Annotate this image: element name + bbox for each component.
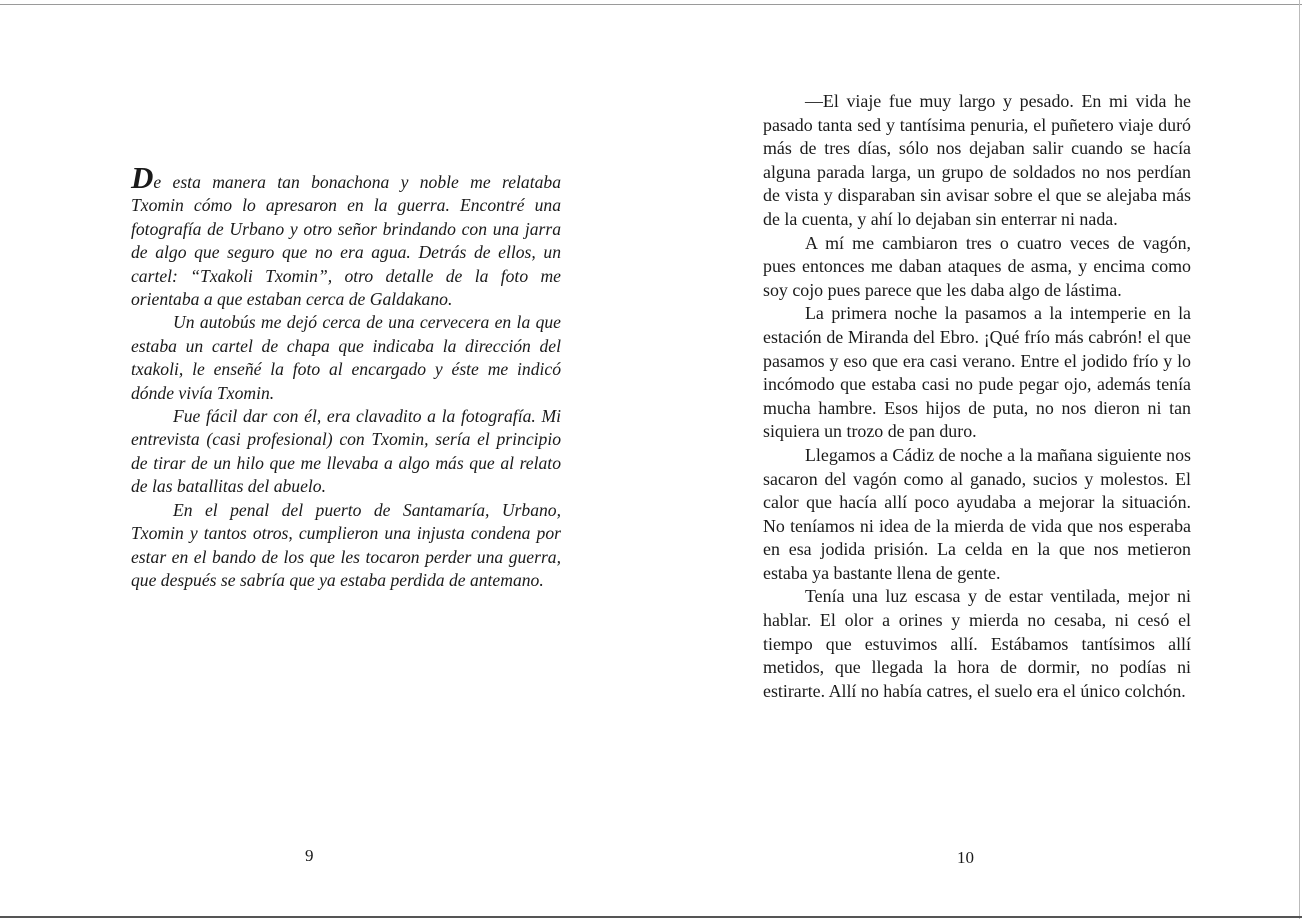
left-paragraph-1-text: e esta manera tan bonachona y noble me relataba Txomin cómo lo apresaron en la guerra. Encontré una fotografía de Urbano y otro señor brindando con una jarra de algo que seguro que no era agua. Detrás de ellos, un cartel: “Txakoli Txomin”, otro detalle de la foto me orientaba a que estaban cerca de Galdakano. <box>131 172 561 310</box>
left-paragraph-2: Un autobús me dejó cerca de una cervecera en la que estaba un cartel de chapa que indicaba la dirección del txakoli, le enseñé la foto al encargado y éste me indicó dónde vivía Txomin. <box>131 312 561 403</box>
right-paragraph-2: A mí me cambiaron tres o cuatro veces de vagón, pues entonces me daban ataques de asma, y encima como soy cojo pues parece que les daba algo de lástima. <box>763 232 1191 300</box>
right-page-text <box>763 90 1191 703</box>
left-paragraph-4: En el penal del puerto de Santamaría, Urbano, Txomin y tantos otros, cumplieron una injusta condena por estar en el bando de los que les tocaron perder una guerra, que después se sabría que ya estaba perdida de antemano. <box>131 499 561 590</box>
top-scan-edge <box>0 4 1302 5</box>
left-page-text <box>131 160 561 592</box>
right-paragraph-4: Llegamos a Cádiz de noche a la mañana siguiente nos sacaron del vagón como al ganado, sucios y molestos. El calor que hacía allí poco ayudaba a mejorar la situación. No teníamos ni idea de la mierda de vida que nos esperaba en esa jodida prisión. La celda en la que nos metieron estaba ya bastante llena de gente. <box>763 444 1192 583</box>
left-page-number: 9 <box>305 846 314 865</box>
right-paragraph-1: —El viaje fue muy largo y pesado. En mi vida he pasado tanta sed y tantísima penuria, el puñetero viaje duró más de tres días, sólo nos dejaban salir cuando se hacía alguna parada larga, un grupo de soldados no nos perdían de vista y disparaban sin avisar sobre el que se alejaba más de la cuenta, y ahí lo dejaban sin enterrar ni nada. <box>763 91 1191 229</box>
drop-cap: D <box>131 160 154 195</box>
right-paragraph-5: Tenía una luz escasa y de estar ventilada, mejor ni hablar. El olor a orines y mierda no cesaba, ni cesó el tiempo que estuvimos allí. Estábamos tantísimos allí metidos, que llegada la hora de dormir, no podías ni estirarte. Allí no había catres, el suelo era el único colchón. <box>763 586 1191 701</box>
bottom-scan-edge <box>0 916 1302 918</box>
left-paragraph-1 <box>131 160 561 311</box>
right-paragraph-3: La primera noche la pasamos a la intemperie en la estación de Miranda del Ebro. ¡Qué frío más cabrón! el que pasamos y eso que era casi verano. Entre el jodido frío y lo incómodo que estaba casi no pude pegar ojo, además tenía mucha hambre. Esos hijos de puta, no nos dieron ni tan siquiera un trozo de pan duro. <box>763 303 1191 442</box>
right-scan-edge <box>1299 0 1300 919</box>
left-paragraph-3: Fue fácil dar con él, era clavadito a la fotografía. Mi entrevista (casi profesional) con Txomin, sería el principio de tirar de un hilo que me llevaba a algo más que al relato de las batallitas del abuelo. <box>131 406 561 497</box>
right-page-number: 10 <box>957 848 974 867</box>
